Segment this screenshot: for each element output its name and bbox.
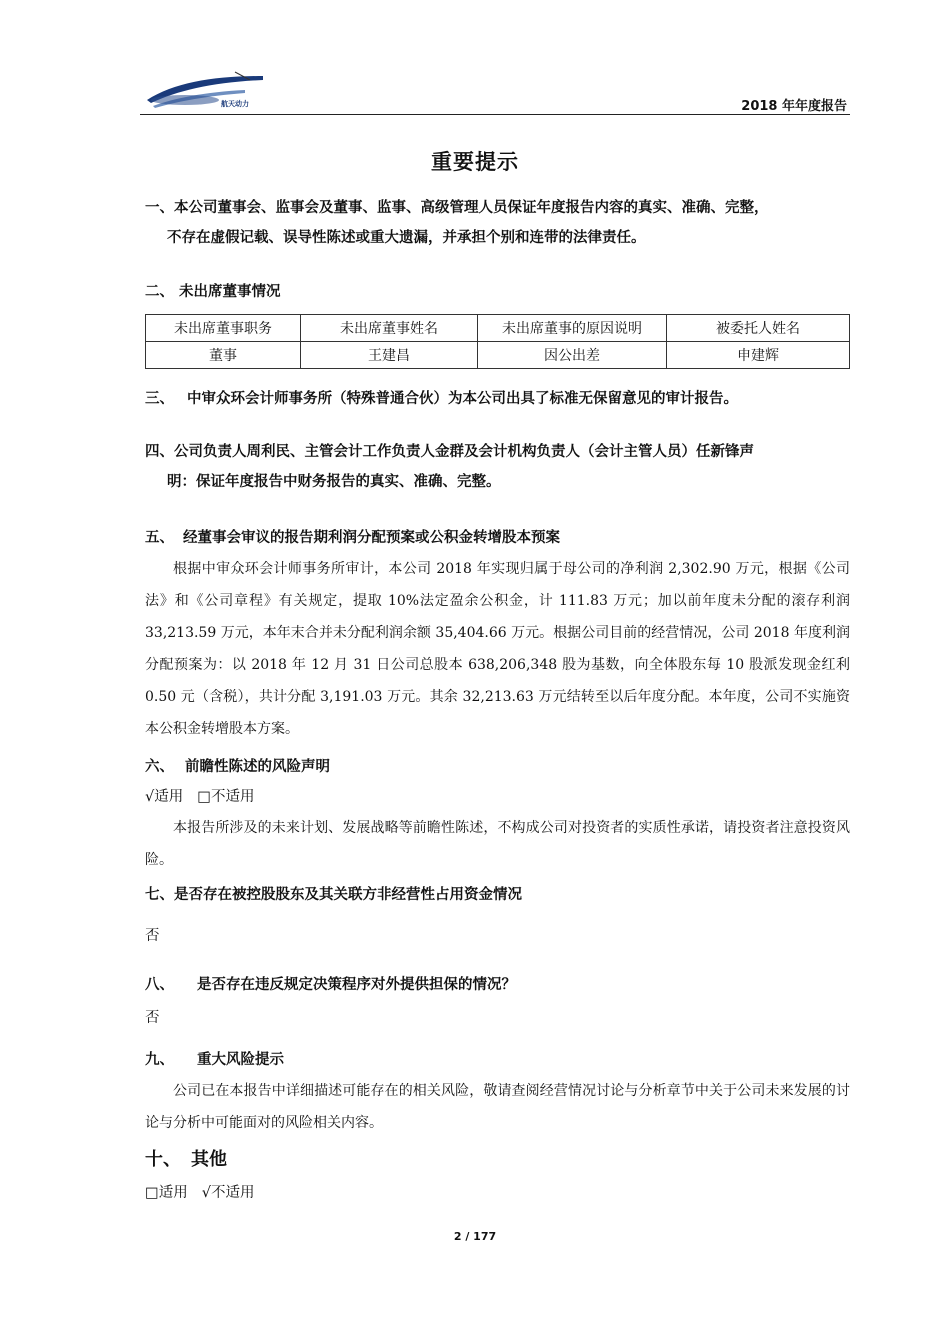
table-header-row	[146, 315, 850, 342]
section-10-options	[145, 1176, 850, 1210]
section-8-answer: 否	[145, 1010, 160, 1026]
section-1	[145, 193, 850, 253]
table-row	[146, 342, 850, 369]
section-5-num: 五、	[145, 530, 174, 546]
section-6-body: 本报告所涉及的未来计划、发展战略等前瞻性陈述，不构成公司对投资者的实质性承诺，请投资者注意投资风险。	[145, 820, 850, 868]
section-6-heading: 前瞻性陈述的风险声明	[185, 759, 330, 775]
section-2-heading: 二、 未出席董事情况	[145, 284, 281, 300]
report-header-title: 2018 年年度报告	[741, 99, 847, 114]
table-cell: 王建昌	[301, 342, 478, 369]
section-6-num: 六、	[145, 759, 174, 775]
table-header-cell: 未出席董事的原因说明	[478, 315, 667, 342]
section-5-body: 根据中审众环会计师事务所审计，本公司 2018 年实现归属于母公司的净利润 2,302.90 万元，根据《公司法》和《公司章程》有关规定，提取 10%法定盈余公积金，计 111.83 万元；加以前年度未分配的滚存利润 33,213.59 万元，本年末合并未分配利润余额 35,404.66 万元。根据公司目前的经营情况，公司 2018 年度利润分配预案为：以 2018 年 12 月 31 日公司总股本 638,206,348 股为基数，向全体股东每 10 股派发现金红利 0.50 元（含税），共计分配 3,191.03 万元。其余 32,213.63 万元结转至以后年度分配。本年度，公司不实施资本公积金转增股本方案。	[145, 561, 850, 737]
header-divider	[140, 114, 850, 115]
section-9-num: 九、	[145, 1052, 174, 1068]
section-1-line2: 不存在虚假记载、误导性陈述或重大遗漏，并承担个别和连带的法律责任。	[167, 230, 646, 246]
section-1-line1: 一、本公司董事会、监事会及董事、监事、高级管理人员保证年度报告内容的真实、准确、完整，	[145, 200, 769, 216]
table-cell: 申建辉	[667, 342, 850, 369]
section-5	[145, 523, 850, 745]
applicable-checked-option: √适用	[145, 789, 184, 805]
not-applicable-checked-option: √不适用	[201, 1185, 255, 1201]
section-3-text: 中审众环会计师事务所（特殊普通合伙）为本公司出具了标准无保留意见的审计报告。	[187, 391, 738, 407]
section-10	[145, 1144, 850, 1210]
section-7-answer: 否	[145, 928, 160, 944]
section-8-num: 八、	[145, 977, 174, 993]
section-7-heading: 七、是否存在被控股股东及其关联方非经营性占用资金情况	[145, 887, 522, 903]
table-header-cell: 未出席董事姓名	[301, 315, 478, 342]
section-10-heading: 其他	[191, 1149, 227, 1170]
section-7	[145, 880, 850, 945]
section-8	[145, 970, 850, 1027]
table-header-cell: 被委托人姓名	[667, 315, 850, 342]
section-9-heading: 重大风险提示	[197, 1052, 284, 1068]
logo-text: 航天动力	[221, 100, 249, 108]
table-cell: 董事	[146, 342, 301, 369]
page-number: 2 / 177	[453, 1230, 497, 1243]
section-10-num: 十、	[145, 1149, 181, 1170]
section-6-options	[145, 782, 850, 812]
table-cell: 因公出差	[478, 342, 667, 369]
section-6	[145, 752, 850, 876]
not-applicable-option: □不适用	[197, 789, 255, 805]
table-header-cell: 未出席董事职务	[146, 315, 301, 342]
section-4-line1: 四、公司负责人周利民、主管会计工作负责人金群及会计机构负责人（会计主管人员）任新锋声	[145, 444, 754, 460]
absent-directors-table	[145, 314, 850, 369]
section-8-heading: 是否存在违反规定决策程序对外提供担保的情况？	[197, 977, 516, 993]
section-2-heading-wrap	[145, 277, 850, 307]
section-9	[145, 1045, 850, 1139]
section-4	[145, 437, 850, 497]
section-9-body: 公司已在本报告中详细描述可能存在的相关风险，敬请查阅经营情况讨论与分析章节中关于公司未来发展的讨论与分析中可能面对的风险相关内容。	[145, 1083, 850, 1131]
section-3-num: 三、	[145, 391, 174, 407]
section-5-heading: 经董事会审议的报告期利润分配预案或公积金转增股本预案	[183, 530, 560, 546]
company-logo	[145, 70, 265, 110]
section-4-line2: 明：保证年度报告中财务报告的真实、准确、完整。	[167, 474, 501, 490]
page-title: 重要提示	[431, 150, 519, 174]
section-3	[145, 384, 850, 414]
applicable-option: □适用	[145, 1185, 188, 1201]
